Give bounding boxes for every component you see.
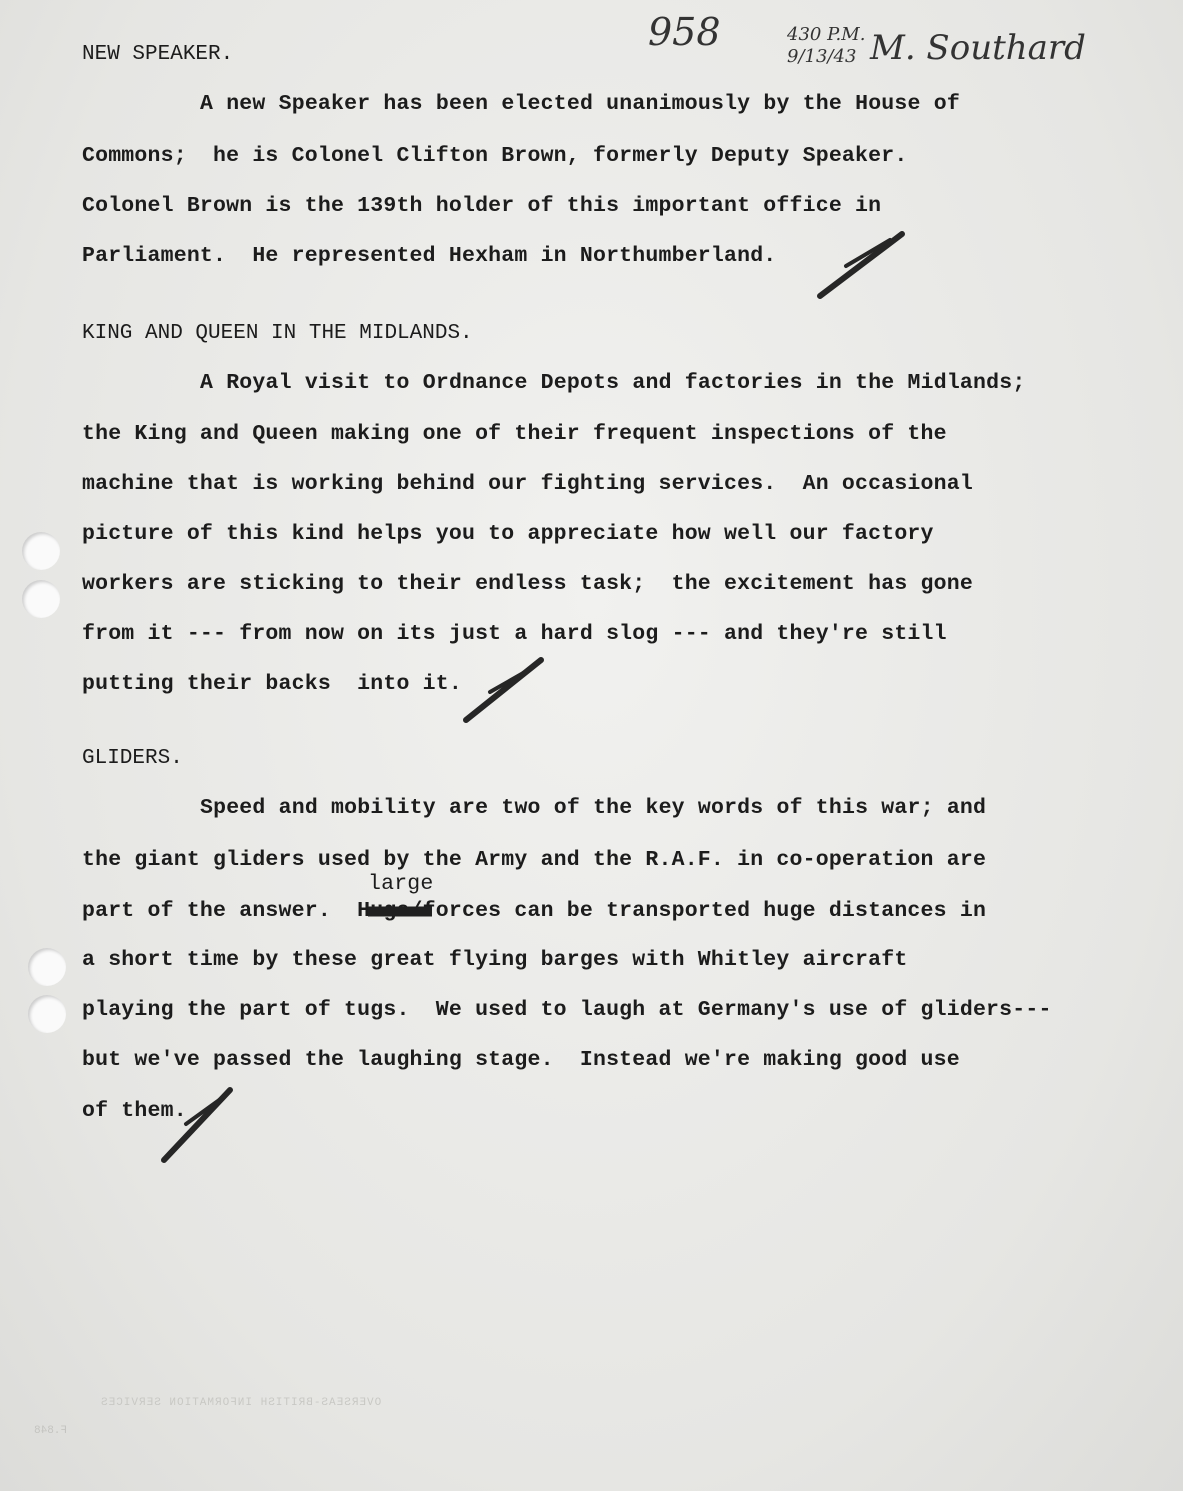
text-line: picture of this kind helps you to appreciate how well our factory: [82, 522, 934, 546]
section-heading-gliders: GLIDERS.: [82, 747, 183, 770]
handwritten-date: 9/13/43: [787, 46, 857, 67]
strikethrough-mark: [368, 909, 432, 914]
interlinear-insertion: large: [368, 872, 434, 896]
text-line: Colonel Brown is the 139th holder of this important office in: [82, 194, 882, 218]
text-line: Commons; he is Colonel Clifton Brown, formerly Deputy Speaker.: [82, 144, 908, 168]
text-line: of them.: [82, 1099, 187, 1123]
pencil-slash: [490, 668, 532, 692]
text-line: from it --- from now on its just a hard slog --- and they're still: [82, 622, 947, 646]
handwritten-number: 958: [648, 10, 721, 54]
text-line: playing the part of tugs. We used to laugh at Germany's use of gliders---: [82, 998, 1052, 1022]
pencil-slash: [820, 234, 902, 296]
text-line: but we've passed the laughing stage. Instead we're making good use: [82, 1048, 960, 1072]
text-line: Speed and mobility are two of the key words of this war; and: [200, 796, 987, 820]
text-line: Parliament. He represented Hexham in Northumberland.: [82, 244, 777, 268]
text-line: part of the answer. Huge/forces can be transported huge distances in: [82, 899, 987, 923]
handwritten-time: 430 P.M.: [787, 24, 866, 45]
bleed-through-footer: OVERSEAS-BRITISH INFORMATION SERVICES: [100, 1397, 382, 1409]
bleed-through-code: F.848: [34, 1425, 68, 1437]
text-line: a short time by these great flying barges with Whitley aircraft: [82, 948, 908, 972]
text-line: the giant gliders used by the Army and the R.A.F. in co-operation are: [82, 848, 987, 872]
text-line: A new Speaker has been elected unanimously by the House of: [200, 92, 960, 116]
text-line: putting their backs into it.: [82, 672, 462, 696]
text-line: A Royal visit to Ordnance Depots and factories in the Midlands;: [200, 371, 1026, 395]
text-line: workers are sticking to their endless task; the excitement has gone: [82, 572, 973, 596]
section-heading-new-speaker: NEW SPEAKER.: [82, 43, 234, 66]
text-line: the King and Queen making one of their frequent inspections of the: [82, 422, 947, 446]
handwritten-initials: M. Southard: [870, 28, 1086, 68]
text-line: machine that is working behind our fighting services. An occasional: [82, 472, 973, 496]
section-heading-king-and-queen: KING AND QUEEN IN THE MIDLANDS.: [82, 322, 473, 345]
